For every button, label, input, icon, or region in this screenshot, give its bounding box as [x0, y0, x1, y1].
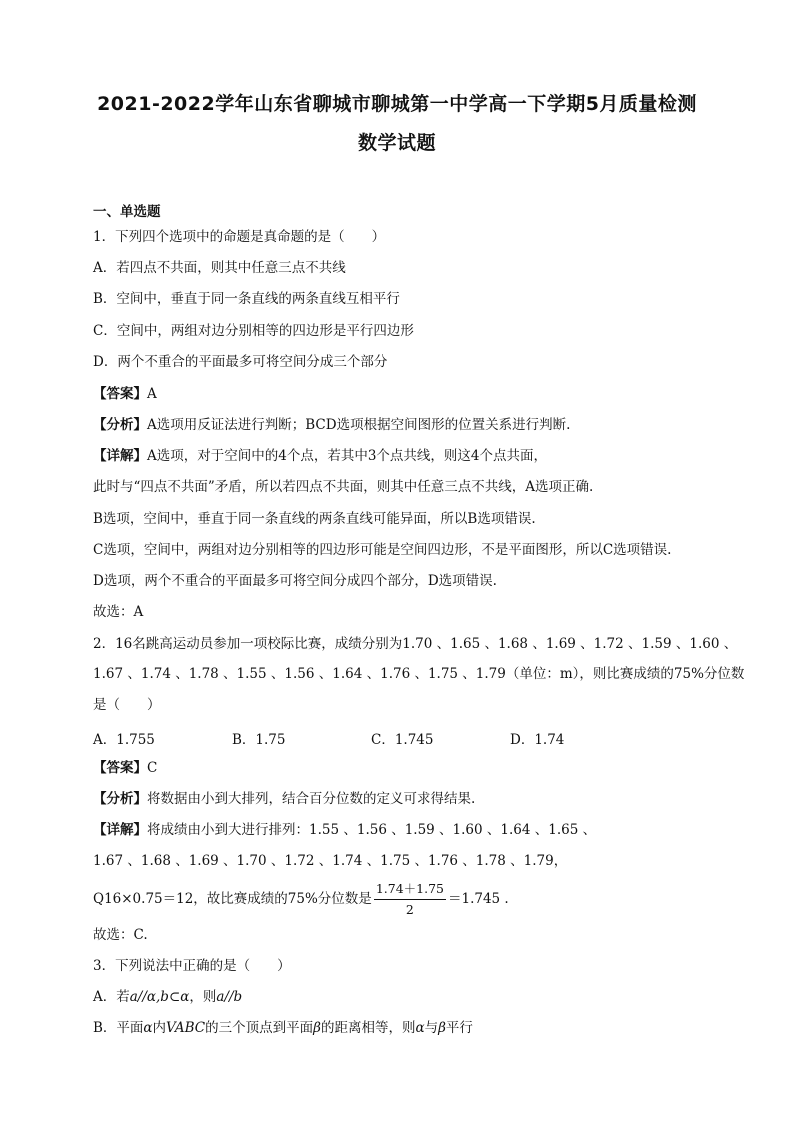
q2-detail — [93, 821, 596, 839]
q1-stem: 1．下列四个选项中的命题是真命题的是（ ） — [93, 229, 386, 245]
analysis-text: 将数据由小到大排列，结合百分位数的定义可求得结果. — [147, 791, 476, 807]
q1-detail-line2: 此时与“四点不共面”矛盾，所以若四点不共面，则其中任意三点不共线，A选项正确. — [93, 479, 594, 495]
q3-option-a — [93, 988, 242, 1006]
analysis-tag: 【分析】 — [93, 791, 147, 807]
detail-formula-result: ＝1.745 . — [447, 891, 509, 907]
q2-answer — [93, 759, 157, 777]
q1-detail-line5: D选项，两个不重合的平面最多可将空间分成四个部分，D选项错误. — [93, 573, 497, 589]
fraction — [374, 880, 446, 919]
fraction-numerator: 1.74＋1.75 — [374, 880, 446, 900]
answer-tag: 【答案】 — [93, 386, 147, 402]
option-b-text: 与 — [424, 1020, 439, 1036]
q1-detail-line3: B选项，空间中，垂直于同一条直线的两条直线可能异面，所以B选项错误. — [93, 511, 536, 527]
detail-tag: 【详解】 — [93, 822, 147, 838]
q1-option-d: D．两个不重合的平面最多可将空间分成三个部分 — [93, 354, 388, 370]
q2-stem-line2: 1.67 、1.74 、1.78 、1.55 、1.56 、1.64 、1.76 、1.75 、1.79（单位：m），则比赛成绩的75%分位数 — [93, 666, 745, 682]
q2-option-d: D．1.74 — [510, 732, 565, 748]
section-heading: 一、单选题 — [93, 204, 161, 220]
q1-conclusion: 故选：A — [93, 604, 144, 620]
math-triangle: VABC — [166, 1020, 206, 1036]
q2-stem-line1: 2．16名跳高运动员参加一项校际比赛，成绩分别为1.70 、1.65 、1.68 、1.69 、1.72 、1.59 、1.60 、 — [93, 636, 738, 652]
document-title-line1: 2021-2022学年山东省聊城市聊城第一中学高一下学期5月质量检测 — [97, 93, 697, 115]
q1-option-b: B．空间中，垂直于同一条直线的两条直线互相平行 — [93, 291, 400, 307]
q3-option-b — [93, 1019, 473, 1037]
q2-analysis — [93, 790, 475, 808]
q1-option-c: C．空间中，两组对边分别相等的四边形是平行四边形 — [93, 323, 414, 339]
answer-value: C — [147, 760, 158, 776]
document-title-line2: 数学试题 — [357, 132, 436, 154]
q1-detail-line4: C选项，空间中，两组对边分别相等的四边形可能是空间四边形，不是平面图形，所以C选项错误. — [93, 542, 672, 558]
answer-tag: 【答案】 — [93, 760, 147, 776]
q2-option-a: A．1.755 — [93, 732, 155, 748]
math-expression: a//b — [216, 989, 243, 1005]
answer-value: A — [147, 386, 157, 402]
option-b-text: 的三个顶点到平面 — [205, 1020, 314, 1036]
option-b-text: 平行 — [445, 1020, 473, 1036]
q1-analysis — [93, 416, 570, 434]
q2-stem-line3: 是（ ） — [93, 697, 161, 713]
detail-text: A选项，对于空间中的4个点，若其中3个点共线，则这4个点共面， — [147, 448, 548, 464]
detail-tag: 【详解】 — [93, 448, 147, 464]
math-beta: β — [313, 1020, 321, 1036]
q1-option-a: A．若四点不共面，则其中任意三点不共线 — [93, 260, 346, 276]
analysis-text: A选项用反证法进行判断；BCD选项根据空间图形的位置关系进行判断. — [147, 417, 571, 433]
option-b-text: 的距离相等，则 — [320, 1020, 416, 1036]
math-beta: β — [438, 1020, 446, 1036]
option-b-text: 内 — [152, 1020, 167, 1036]
option-a-mid: ，则 — [189, 989, 217, 1005]
q2-option-b: B．1.75 — [232, 732, 286, 748]
analysis-tag: 【分析】 — [93, 417, 147, 433]
q2-option-c: C．1.745 — [371, 732, 434, 748]
q3-stem: 3．下列说法中正确的是（ ） — [93, 958, 291, 974]
q2-detail-line3 — [93, 880, 509, 919]
option-a-prefix: A．若 — [93, 989, 130, 1005]
q1-answer — [93, 385, 157, 403]
q2-detail-line2: 1.67 、1.68 、1.69 、1.70 、1.72 、1.74 、1.75 、1.76 、1.78 、1.79， — [93, 853, 568, 869]
option-b-prefix: B．平面 — [93, 1020, 144, 1036]
math-alpha: α — [143, 1020, 153, 1036]
q1-detail — [93, 447, 547, 465]
math-alpha: α — [415, 1020, 425, 1036]
math-expression: a//α,b⊂α — [129, 989, 190, 1005]
fraction-denominator: 2 — [405, 902, 414, 917]
detail-text: 将成绩由小到大进行排列：1.55 、1.56 、1.59 、1.60 、1.64 、1.65 、 — [147, 822, 597, 838]
q2-conclusion: 故选：C. — [93, 927, 148, 943]
detail-formula-prefix: Q16×0.75＝12，故比赛成绩的75%分位数是 — [93, 891, 372, 907]
